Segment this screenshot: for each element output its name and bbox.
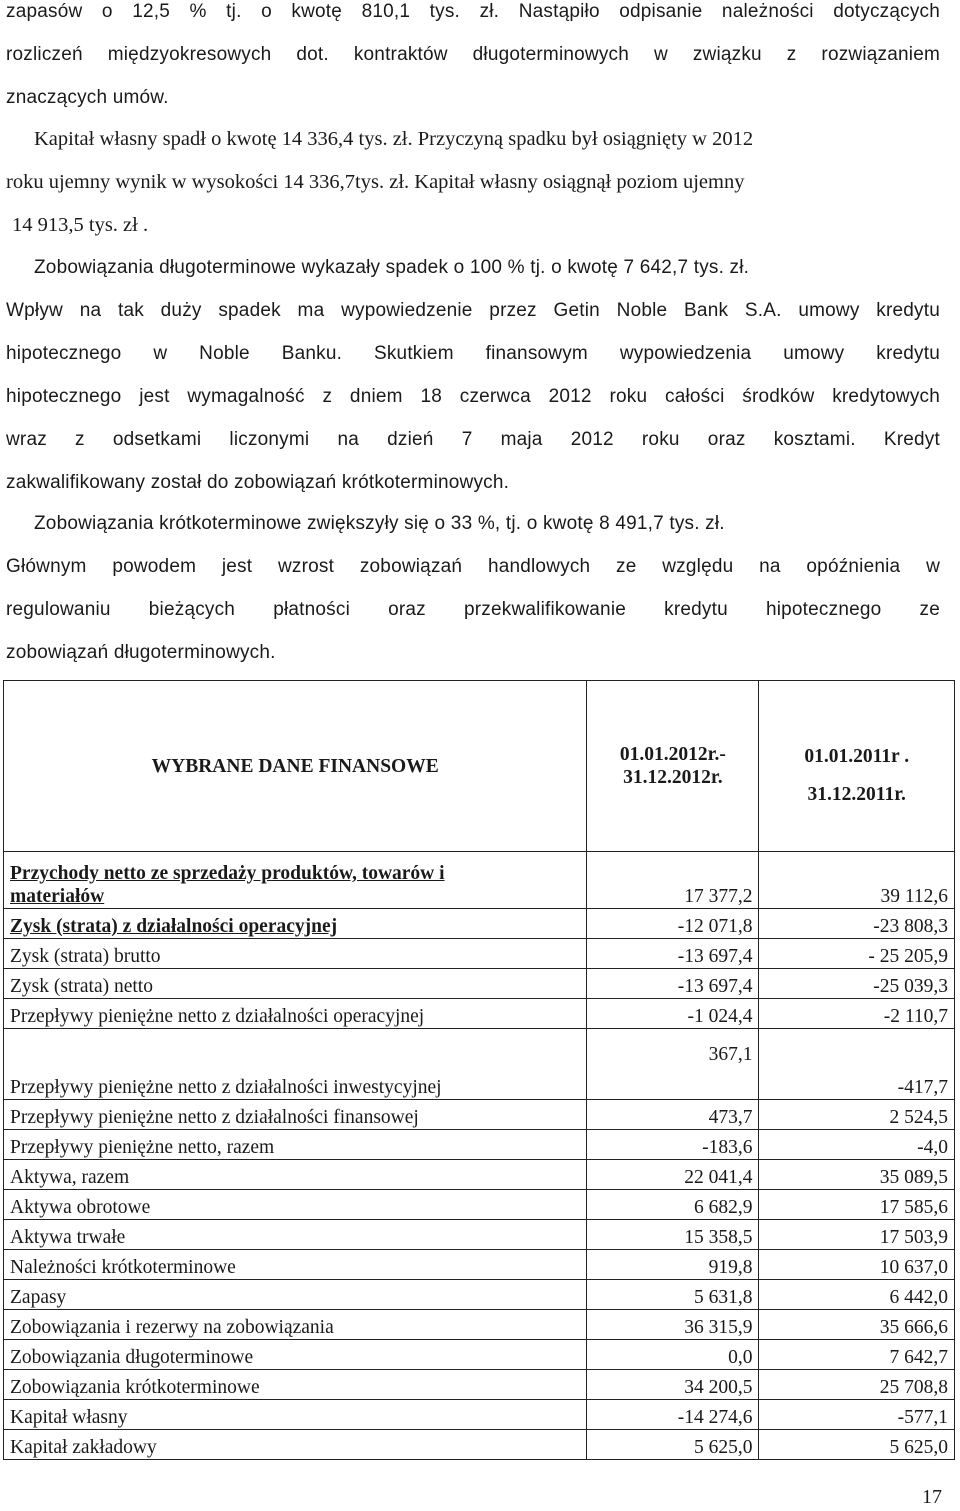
text-fragment: hipotecznego w Noble Banku. — [6, 343, 343, 364]
table-row — [4, 1340, 955, 1370]
value-2011: 7 642,7 — [759, 1340, 955, 1370]
value-2012: -12 071,8 — [587, 909, 759, 939]
value-2011: -4,0 — [759, 1130, 955, 1160]
row-label: Zobowiązania długoterminowe — [4, 1340, 587, 1370]
row-label: Zysk (strata) netto — [4, 969, 587, 999]
table-row — [4, 1430, 955, 1460]
text-line: regulowaniu bieżących płatności oraz przekwalifikowanie kredytu hipotecznego ze — [6, 599, 940, 620]
table-row — [4, 1130, 955, 1160]
column-header-line: 31.12.2011r. — [807, 784, 906, 805]
row-label-line: materiałów — [10, 886, 105, 907]
row-label: Należności krótkoterminowe — [4, 1250, 587, 1280]
value-2012: 36 315,9 — [587, 1310, 759, 1340]
value-2012: 5 625,0 — [587, 1430, 759, 1460]
table-row — [4, 852, 955, 909]
column-header-2011 — [759, 681, 955, 852]
row-label — [4, 909, 587, 939]
text-line: zobowiązań długoterminowych. — [6, 642, 276, 663]
value-2012: 919,8 — [587, 1250, 759, 1280]
value-2011: - 25 205,9 — [759, 939, 955, 969]
value-2011: 2 524,5 — [759, 1100, 955, 1130]
text-line: wraz z odsetkami liczonymi na dzień 7 maja 2012 roku oraz kosztami. Kredyt — [6, 429, 940, 450]
text-line: rozliczeń międzyokresowych dot. kontraktów długoterminowych w związku z rozwiązaniem — [6, 44, 940, 65]
value-2011: 6 442,0 — [759, 1280, 955, 1310]
table-row — [4, 999, 955, 1029]
column-header-2012 — [587, 681, 759, 852]
text-line: Zobowiązania krótkoterminowe zwiększyły się o 33 %, tj. o kwotę 8 491,7 tys. zł. — [34, 513, 725, 534]
table-row — [4, 1100, 955, 1130]
row-label: Zobowiązania i rezerwy na zobowiązania — [4, 1310, 587, 1340]
row-label — [4, 852, 587, 909]
row-label: Aktywa, razem — [4, 1160, 587, 1190]
text-line: Zobowiązania długoterminowe wykazały spadek o 100 % tj. o kwotę 7 642,7 tys. zł. — [34, 257, 750, 278]
text-line: Wpływ na tak duży spadek ma wypowiedzenie przez Getin Noble Bank S.A. umowy kredytu — [6, 300, 940, 321]
value-2011: 25 708,8 — [759, 1370, 955, 1400]
table-row — [4, 1280, 955, 1310]
value-2011: 5 625,0 — [759, 1430, 955, 1460]
paragraph-inventory — [6, 0, 940, 119]
value-2011: -25 039,3 — [759, 969, 955, 999]
text-line: 14 913,5 tys. zł . — [12, 214, 149, 236]
row-label: Przepływy pieniężne netto z działalności finansowej — [4, 1100, 587, 1130]
text-line: hipotecznego jest wymagalność z dniem 18 czerwca 2012 roku całości środków kredytowych — [6, 386, 940, 407]
paragraph-equity — [6, 118, 940, 247]
value-2012: 22 041,4 — [587, 1160, 759, 1190]
value-2011: -417,7 — [759, 1029, 955, 1100]
table-row — [4, 969, 955, 999]
value-2012: -183,6 — [587, 1130, 759, 1160]
row-label-line: Przychody netto ze sprzedaży produktów, towarów i — [10, 863, 445, 884]
row-label: Zobowiązania krótkoterminowe — [4, 1370, 587, 1400]
text-line: znaczących umów. — [6, 87, 169, 108]
table-row — [4, 909, 955, 939]
column-header-line: 31.12.2012r. — [623, 767, 723, 788]
text-line: zakwalifikowany został do zobowiązań krótkoterminowych. — [6, 472, 510, 493]
value-2012: 367,1 — [587, 1029, 759, 1100]
table-row — [4, 1160, 955, 1190]
table-row — [4, 1310, 955, 1340]
value-2012: 15 358,5 — [587, 1220, 759, 1250]
table-row — [4, 1400, 955, 1430]
row-label: Aktywa obrotowe — [4, 1190, 587, 1220]
row-label: Przepływy pieniężne netto z działalności inwestycyjnej — [4, 1029, 587, 1100]
table-row — [4, 1250, 955, 1280]
table-row — [4, 1220, 955, 1250]
value-2012: -1 024,4 — [587, 999, 759, 1029]
page-number: 17 — [922, 1486, 942, 1508]
value-2011: 17 503,9 — [759, 1220, 955, 1250]
value-2012: -13 697,4 — [587, 969, 759, 999]
value-2011: 39 112,6 — [759, 852, 955, 909]
table-row — [4, 939, 955, 969]
row-label-text: Zysk (strata) z działalności operacyjnej — [10, 916, 338, 937]
value-2011: 10 637,0 — [759, 1250, 955, 1280]
row-label: Przepływy pieniężne netto, razem — [4, 1130, 587, 1160]
row-label: Przepływy pieniężne netto z działalności operacyjnej — [4, 999, 587, 1029]
text-line: roku ujemny wynik w wysokości 14 336,7tys. zł. Kapitał własny osiągnął poziom ujemny — [6, 171, 745, 193]
value-2011: 17 585,6 — [759, 1190, 955, 1220]
table-row — [4, 1190, 955, 1220]
text-line: Kapitał własny spadł o kwotę 14 336,4 tys. zł. Przyczyną spadku był osiągnięty w 2012 — [34, 128, 754, 150]
value-2012: 6 682,9 — [587, 1190, 759, 1220]
paragraph-long-term-liabilities — [6, 246, 940, 504]
value-2011: 35 089,5 — [759, 1160, 955, 1190]
row-label: Zapasy — [4, 1280, 587, 1310]
value-2011: -577,1 — [759, 1400, 955, 1430]
row-label: Zysk (strata) brutto — [4, 939, 587, 969]
column-header-line: 01.01.2012r.- — [619, 744, 726, 765]
financial-data-table — [3, 680, 955, 1460]
text-line: Głównym powodem jest wzrost zobowiązań handlowych ze względu na opóźnienia w — [6, 556, 940, 577]
row-label: Kapitał własny — [4, 1400, 587, 1430]
row-label: Aktywa trwałe — [4, 1220, 587, 1250]
value-2012: 34 200,5 — [587, 1370, 759, 1400]
value-2012: 0,0 — [587, 1340, 759, 1370]
text-line — [6, 332, 940, 375]
text-line: zapasów o 12,5 % tj. o kwotę 810,1 tys. zł. Nastąpiło odpisanie należności dotyczących — [6, 1, 940, 22]
table-header-row — [4, 681, 955, 852]
value-2011: 35 666,6 — [759, 1310, 955, 1340]
value-2012: 473,7 — [587, 1100, 759, 1130]
value-2012: -14 274,6 — [587, 1400, 759, 1430]
row-label: Kapitał zakładowy — [4, 1430, 587, 1460]
paragraph-short-term-liabilities — [6, 502, 940, 674]
value-2012: 17 377,2 — [587, 852, 759, 909]
table-title: WYBRANE DANE FINANSOWE — [4, 681, 587, 852]
value-2012: -13 697,4 — [587, 939, 759, 969]
value-2011: -2 110,7 — [759, 999, 955, 1029]
value-2012: 5 631,8 — [587, 1280, 759, 1310]
table-row — [4, 1029, 955, 1100]
text-fragment: Skutkiem finansowym wypowiedzenia umowy kredytu — [342, 343, 940, 364]
column-header-line: 01.01.2011r . — [804, 746, 910, 767]
table-row — [4, 1370, 955, 1400]
value-2011: -23 808,3 — [759, 909, 955, 939]
